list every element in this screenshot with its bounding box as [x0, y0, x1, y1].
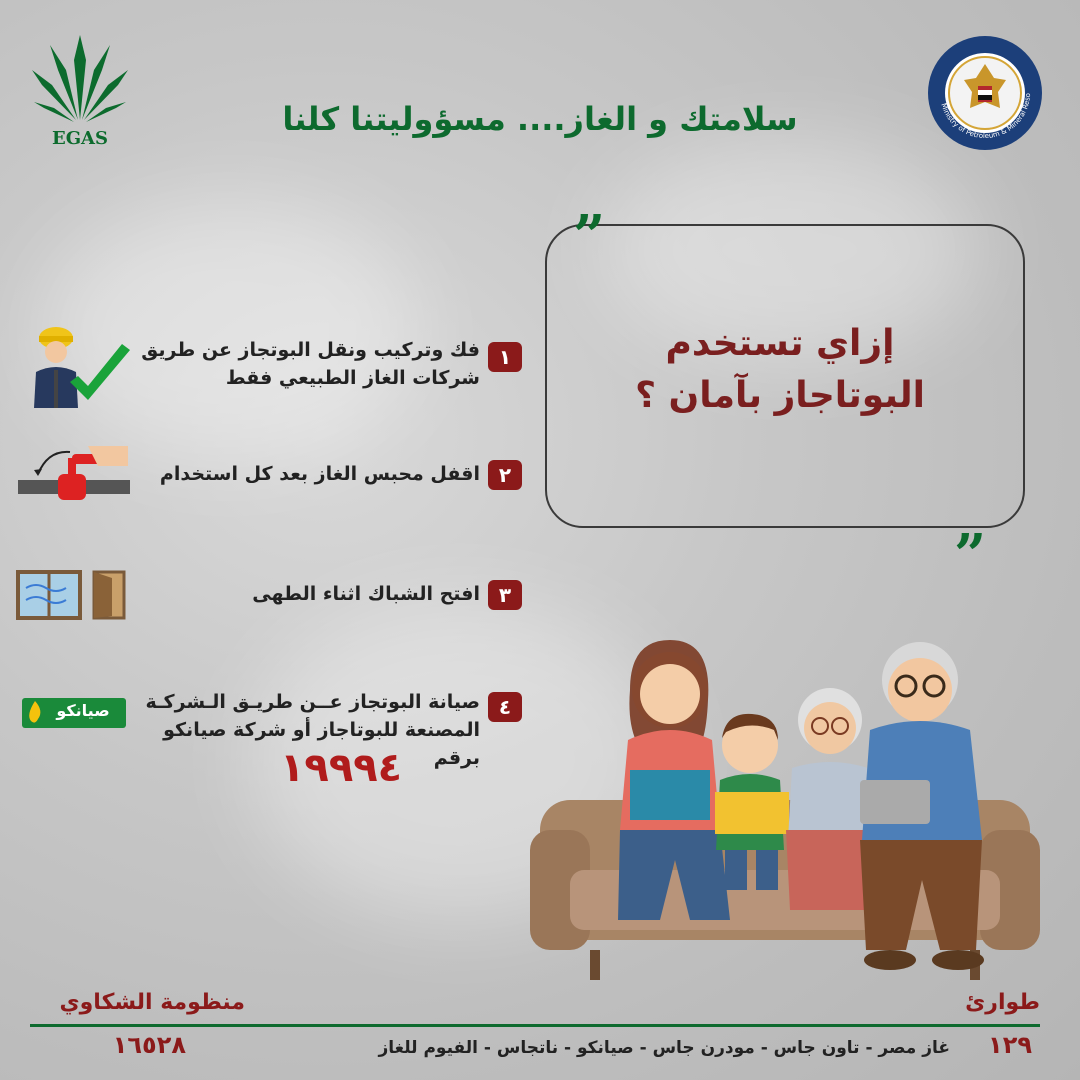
step-text-line: فك وتركيب ونقل البوتجاز عن طريق [141, 339, 480, 361]
question-line-1: إزاي تستخدم [665, 323, 895, 364]
step-text [130, 580, 480, 608]
hotline-number: ١٩٩٩٤ [280, 745, 403, 791]
gas-companies-list: غاز مصر - تاون جاس - مودرن جاس - صيانكو - ناتجاس - الفيوم للغاز [378, 1038, 950, 1058]
complaints-number: ١٦٥٢٨ [112, 1031, 186, 1059]
ministry-seal-logo [926, 34, 1044, 152]
footer-divider [30, 1024, 1040, 1027]
step-number-badge: ٢ [488, 460, 522, 490]
page-headline: سلامتك و الغاز.... مسؤوليتنا كلنا [282, 100, 798, 138]
step-text-line: شركات الغاز الطبيعي فقط [225, 367, 480, 389]
open-quote-mark: ” [573, 203, 606, 269]
step-number-badge: ٣ [488, 580, 522, 610]
family-on-sofa-illustration [530, 620, 1040, 1000]
close-quote-mark: „ [955, 490, 988, 556]
technician-checkmark-icon [26, 320, 136, 412]
step-text-line: افتح الشباك اثناء الطهى [252, 583, 480, 605]
step-text [130, 336, 480, 392]
gas-valve-icon [18, 444, 130, 506]
emergency-title: طوارئ [965, 990, 1040, 1015]
ministry-seal-icon [926, 34, 1044, 152]
complaints-system-title: منظومة الشكاوي [59, 990, 245, 1015]
egas-plant-icon [30, 30, 130, 130]
emergency-number: ١٢٩ [988, 1031, 1032, 1059]
step-text [130, 460, 480, 488]
step-text-line: المصنعة للبوتاجاز أو شركة صيانكو [163, 719, 480, 741]
question-title [560, 318, 1000, 422]
step-text-line: صيانة البوتجاز عــن طريـق الـشركـة [145, 691, 480, 713]
step-number-badge: ٤ [488, 692, 522, 722]
step-text-line: اقفل محبس الغاز بعد كل استخدام [159, 463, 480, 485]
sianco-logo-icon [22, 698, 126, 728]
open-window-icon [16, 570, 130, 620]
question-line-2: البوتاجاز بآمان ؟ [635, 375, 925, 416]
step-number-badge: ١ [488, 342, 522, 372]
egas-logo [30, 30, 130, 155]
step-text-line: برقم [433, 747, 480, 769]
egas-logo-text: EGAS [51, 128, 109, 149]
flame-icon [26, 701, 44, 725]
sianco-logo-text: صيانكو [56, 701, 110, 720]
ministry-seal-text: Ministry of Petroleum & Mineral Reso [939, 92, 1033, 141]
